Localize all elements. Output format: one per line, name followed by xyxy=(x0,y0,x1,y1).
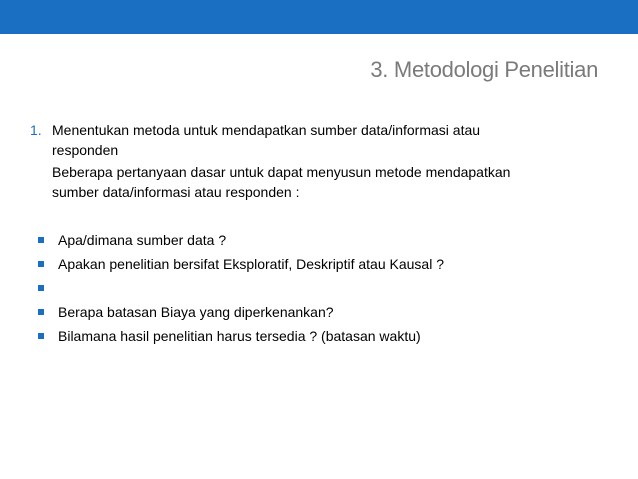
item-heading-line-2: responden xyxy=(52,142,119,158)
item-heading-line-1: Menentukan metoda untuk mendapatkan sumber data/informasi atau xyxy=(52,122,481,138)
square-bullet-icon xyxy=(38,333,44,339)
item-description xyxy=(33,162,603,202)
square-bullet-icon xyxy=(38,261,44,267)
bullet-text: Apakan penelitian bersifat Eksploratif, Deskriptif atau Kausal ? xyxy=(58,256,444,272)
square-bullet-icon xyxy=(38,309,44,315)
bullet-text: Berapa batasan Biaya yang diperkenankan? xyxy=(58,304,334,320)
bullet-text: Bilamana hasil penelitian harus tersedia ? (batasan waktu) xyxy=(58,328,421,344)
bullet-item xyxy=(36,228,444,252)
square-bullet-icon xyxy=(38,237,44,243)
header-bar xyxy=(0,0,638,34)
bullet-item xyxy=(36,324,444,348)
slide-content xyxy=(30,120,603,202)
item-description-line-2: sumber data/informasi atau responden : xyxy=(52,184,300,200)
numbered-item xyxy=(30,120,603,160)
slide-title: 3. Metodologi Penelitian xyxy=(370,57,598,82)
bullet-text: Apa/dimana sumber data ? xyxy=(58,232,227,248)
item-number: 1. xyxy=(30,122,42,138)
bullet-item xyxy=(36,252,444,276)
bullet-item xyxy=(36,300,444,324)
bullet-list xyxy=(36,228,444,348)
bullet-item xyxy=(36,276,444,300)
square-bullet-icon xyxy=(38,285,44,291)
item-description-line-1: Beberapa pertanyaan dasar untuk dapat menyusun metode mendapatkan xyxy=(52,164,511,180)
